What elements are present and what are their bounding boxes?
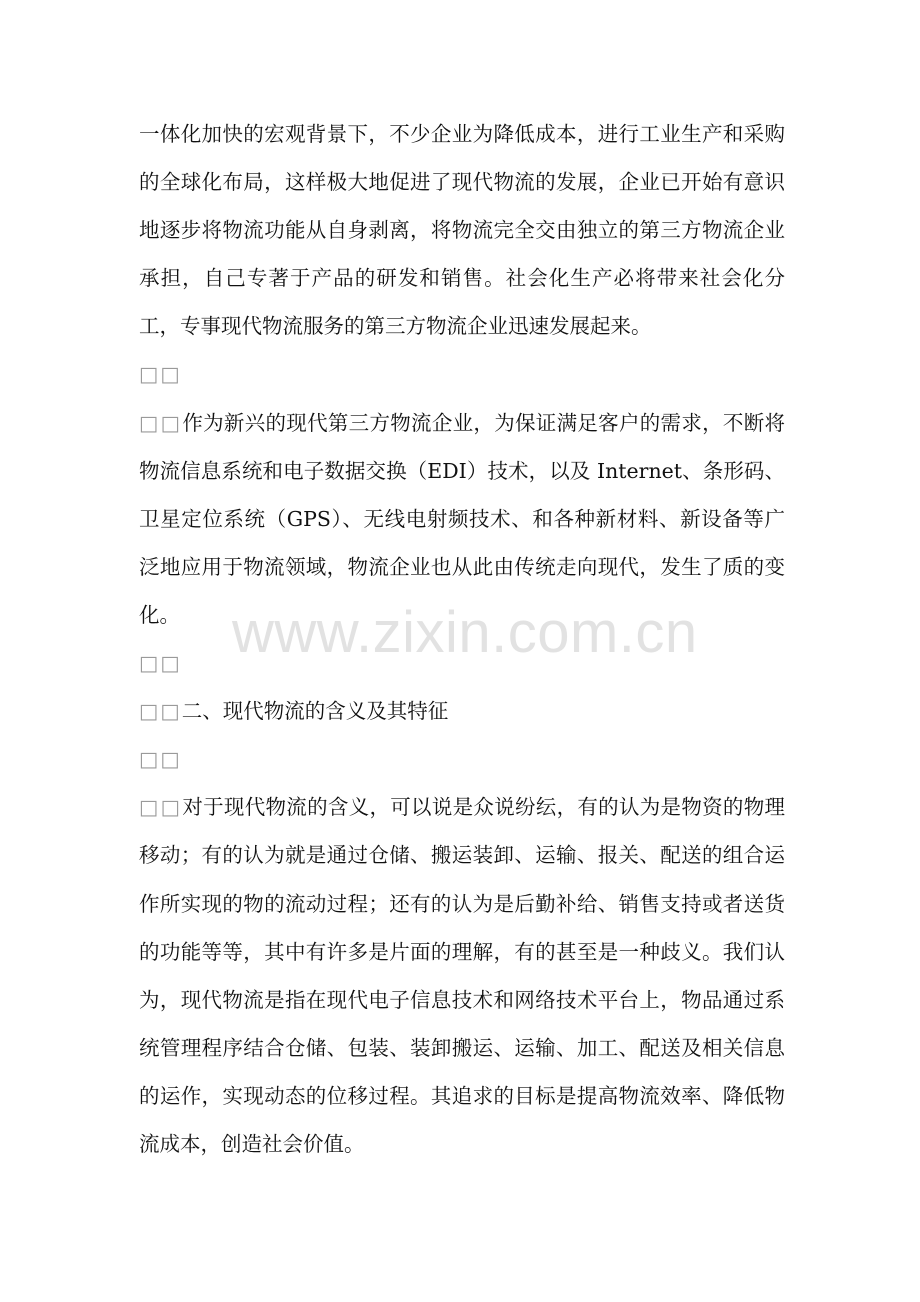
blank-line [139,735,785,783]
placeholder-glyphs: □□ [139,362,182,387]
section-heading [139,687,785,735]
blank-line [139,350,785,398]
indent-glyphs: □□ [139,699,182,724]
indent-glyphs: □□ [139,410,183,435]
paragraph-2-text: 作为新兴的现代第三方物流企业，为保证满足客户的需求，不断将物流信息系统和电子数据交换（EDI）技术，以及 Internet、条形码、卫星定位系统（GPS）、无线电射频技术、和各种新材料、新设备等广泛地应用于物流领域，物流企业也从此由传统走向现代，发生了质的变化。 [139,410,785,627]
placeholder-glyphs: □□ [139,747,182,772]
document-body [139,110,785,1168]
indent-glyphs: □□ [139,795,183,820]
paragraph-2 [139,399,785,639]
blank-line [139,639,785,687]
watermark: www.zixin.com.cn [232,600,698,665]
paragraph-1: 一体化加快的宏观背景下，不少企业为降低成本，进行工业生产和采购的全球化布局，这样极大地促进了现代物流的发展，企业已开始有意识地逐步将物流功能从自身剥离，将物流完全交由独立的第三方物流企业承担，自己专著于产品的研发和销售。社会化生产必将带来社会化分工，专事现代物流服务的第三方物流企业迅速发展起来。 [139,122,785,339]
paragraph-3-text: 对于现代物流的含义，可以说是众说纷纭，有的认为是物资的物理移动；有的认为就是通过仓储、搬运装卸、运输、报关、配送的组合运作所实现的物的流动过程；还有的认为是后勤补给、销售支持或者送货的功能等等，其中有许多是片面的理解，有的甚至是一种歧义。我们认为，现代物流是指在现代电子信息技术和网络技术平台上，物品通过系统管理程序结合仓储、包装、装卸搬运、运输、加工、配送及相关信息的运作，实现动态的位移过程。其追求的目标是提高物流效率、降低物流成本，创造社会价值。 [139,795,785,1156]
paragraph-3 [139,783,785,1168]
placeholder-glyphs: □□ [139,651,182,676]
section-heading-text: 二、现代物流的含义及其特征 [181,699,449,724]
